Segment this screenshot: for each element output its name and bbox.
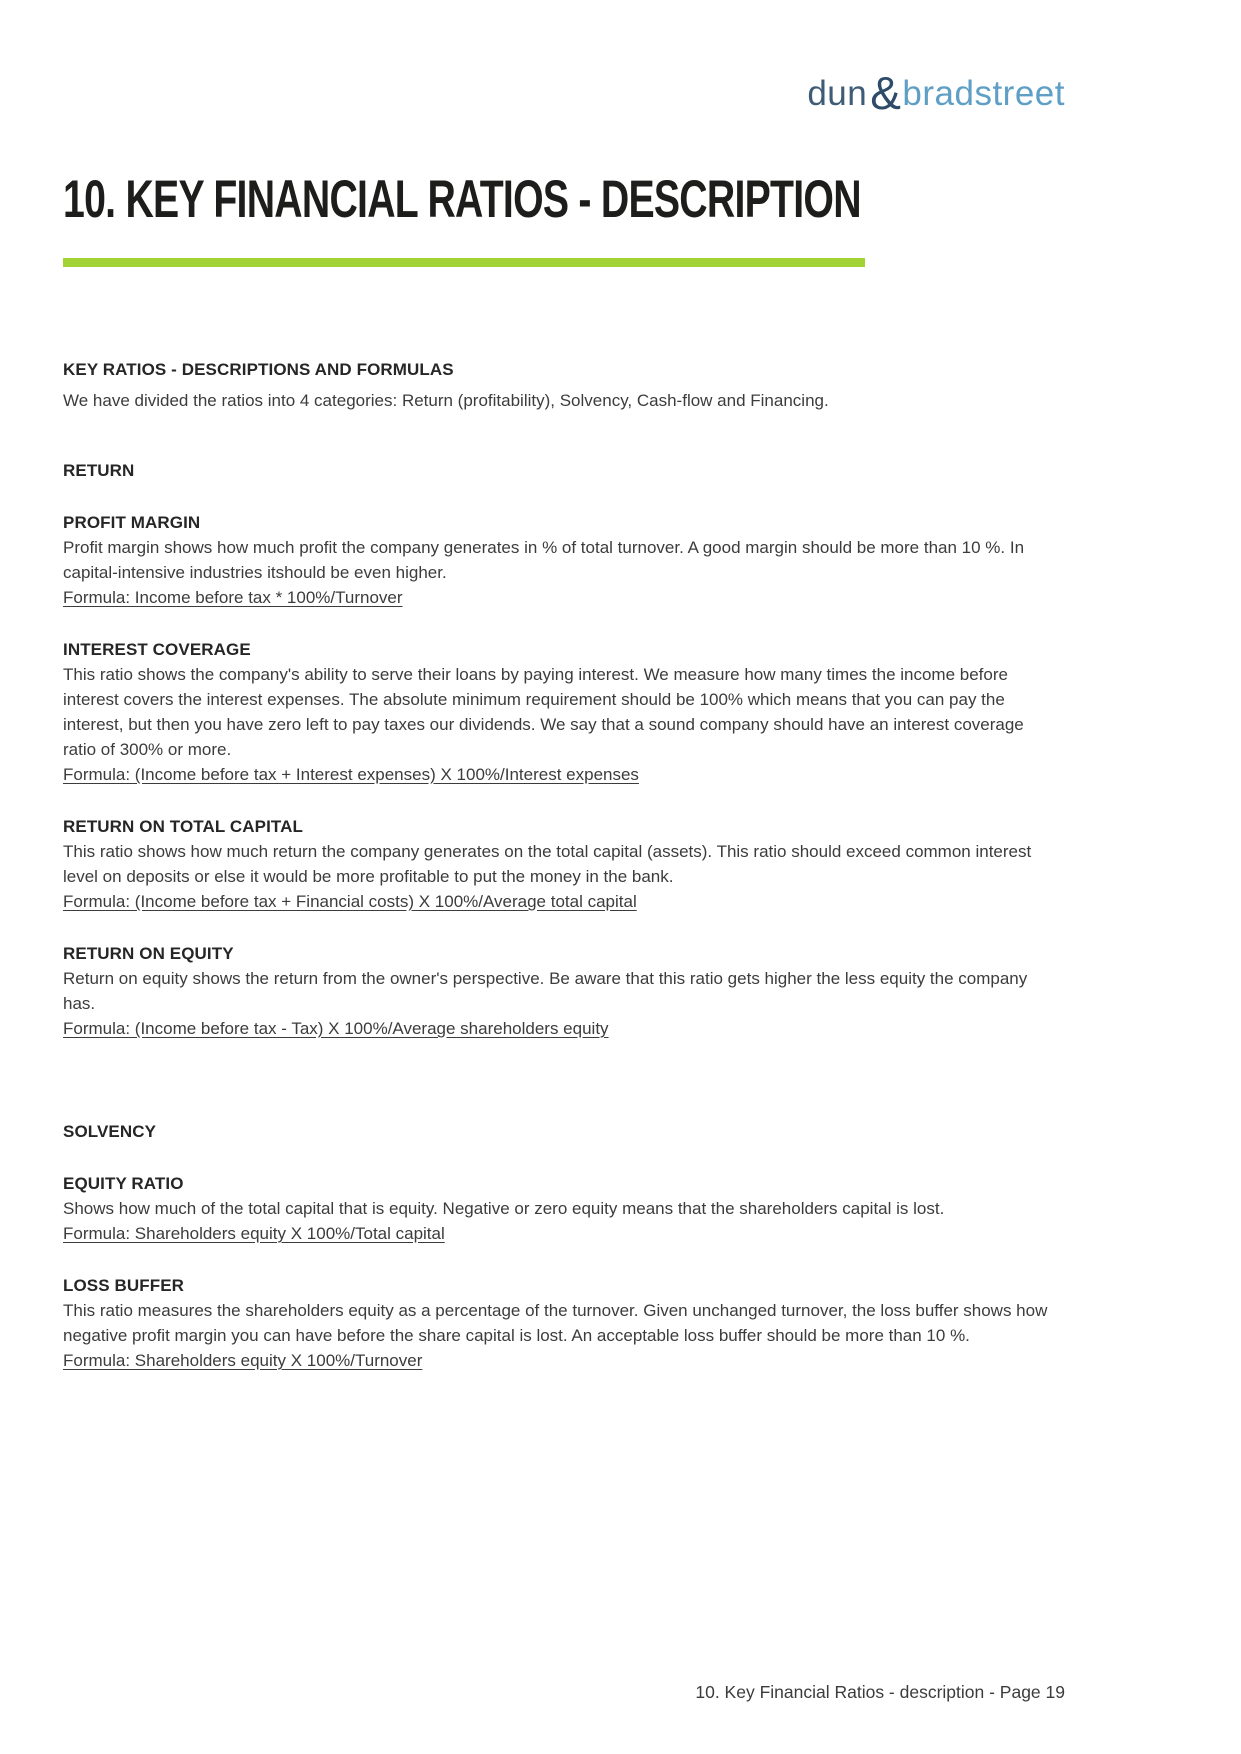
intro-section [63, 357, 1048, 413]
section-solvency [63, 1119, 1048, 1373]
intro-body: We have divided the ratios into 4 categories: Return (profitability), Solvency, Cash-flow and Financing. [63, 391, 829, 410]
logo-bradstreet-text: bradstreet [902, 74, 1065, 113]
ratio-formula: Formula: Income before tax * 100%/Turnover [63, 588, 403, 607]
ratio-description: This ratio measures the shareholders equity as a percentage of the turnover. Given unchanged turnover, the loss buffer shows how negative profit margin you can have before the share capital is lost. An acceptable loss buffer should be more than 10 %. [63, 1301, 1048, 1345]
dun-bradstreet-logo [807, 66, 1065, 119]
ratio-loss-buffer [63, 1273, 1048, 1373]
ratio-formula: Formula: (Income before tax - Tax) X 100%/Average shareholders equity [63, 1019, 609, 1038]
ratio-formula: Formula: (Income before tax + Interest expenses) X 100%/Interest expenses [63, 765, 639, 784]
ratio-name: RETURN ON EQUITY [63, 944, 234, 963]
logo-ampersand-icon: & [870, 67, 902, 119]
ratio-equity-ratio [63, 1171, 1048, 1246]
ratio-formula: Formula: (Income before tax + Financial costs) X 100%/Average total capital [63, 892, 637, 911]
ratio-description: This ratio shows how much return the company generates on the total capital (assets). This ratio should exceed common interest level on deposits or else it would be more profitable to put the money in the bank. [63, 842, 1032, 886]
title-accent-bar [63, 258, 865, 267]
ratio-interest-coverage [63, 637, 1048, 787]
ratio-description: Return on equity shows the return from the owner's perspective. Be aware that this ratio gets higher the less equity the company has. [63, 969, 1028, 1013]
ratio-name: LOSS BUFFER [63, 1276, 185, 1295]
section-return [63, 458, 1048, 1041]
ratio-description: This ratio shows the company's ability to serve their loans by paying interest. We measure how many times the income before interest covers the interest expenses. The absolute minimum requirement should be 100% which means that you can pay the interest, but then you have zero left to pay taxes our dividends. We say that a sound company should have an interest coverage ratio of 300% or more. [63, 665, 1024, 759]
section-return-heading: RETURN [63, 461, 135, 480]
ratio-name: PROFIT MARGIN [63, 513, 201, 532]
ratio-name: INTEREST COVERAGE [63, 640, 251, 659]
document-body [63, 357, 1048, 1373]
page-footer: 10. Key Financial Ratios - description - Page 19 [695, 1682, 1065, 1702]
section-solvency-heading: SOLVENCY [63, 1122, 157, 1141]
ratio-description: Profit margin shows how much profit the company generates in % of total turnover. A good margin should be more than 10 %. In capital-intensive industries itshould be even higher. [63, 538, 1025, 582]
ratio-return-on-equity [63, 941, 1048, 1041]
ratio-formula: Formula: Shareholders equity X 100%/Turnover [63, 1351, 423, 1370]
ratio-name: RETURN ON TOTAL CAPITAL [63, 817, 303, 836]
ratio-name: EQUITY RATIO [63, 1174, 184, 1193]
ratio-description: Shows how much of the total capital that is equity. Negative or zero equity means that the shareholders capital is lost. [63, 1199, 945, 1218]
intro-heading: KEY RATIOS - DESCRIPTIONS AND FORMULAS [63, 360, 454, 379]
logo-dun-text: dun [807, 74, 868, 113]
page-title: 10. KEY FINANCIAL RATIOS - DESCRIPTION [63, 170, 861, 229]
ratio-formula: Formula: Shareholders equity X 100%/Total capital [63, 1224, 445, 1243]
ratio-return-on-total-capital [63, 814, 1048, 914]
ratio-profit-margin [63, 510, 1048, 610]
